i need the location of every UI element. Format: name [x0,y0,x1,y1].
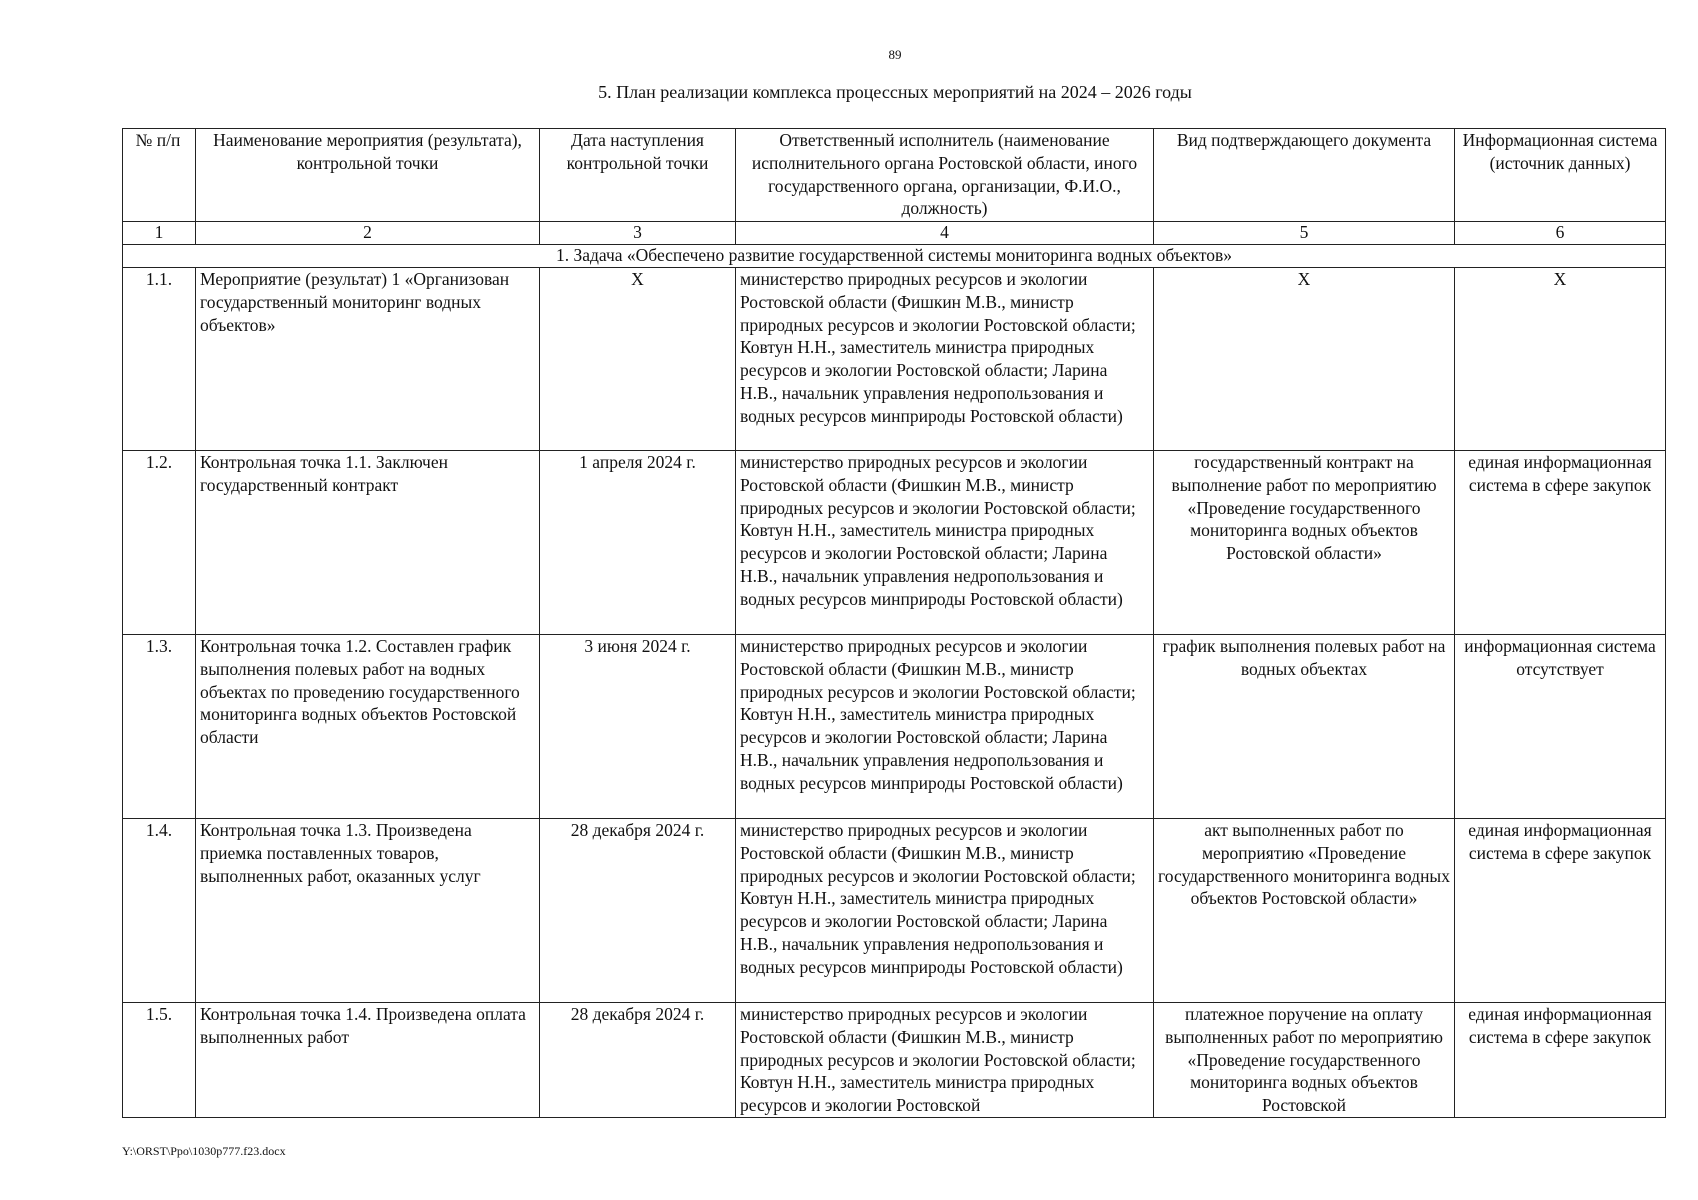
column-number: 6 [1455,222,1666,245]
task-heading: 1. Задача «Обеспечено развитие государственной системы мониторинга водных объектов» [123,245,1666,268]
column-number: 3 [540,222,736,245]
table-row [123,819,1666,1003]
file-path-footer: Y:\ORST\Ppo\1030p777.f23.docx [122,1144,286,1158]
row-document: государственный контракт на выполнение работ по мероприятию «Проведение государственного мониторинга водных объектов Ростовской области» [1154,451,1455,635]
row-date: X [540,268,736,451]
table-row [123,1003,1666,1118]
page-number: 89 [888,47,902,62]
row-date: 3 июня 2024 г. [540,635,736,819]
table-row [123,635,1666,819]
row-name: Контрольная точка 1.4. Произведена оплата выполненных работ [196,1003,540,1118]
row-system: единая информационная система в сфере закупок [1455,1003,1666,1118]
row-system: единая информационная система в сфере закупок [1455,451,1666,635]
row-executor: министерство природных ресурсов и экологии Ростовской области (Фишкин М.В., министр природных ресурсов и экологии Ростовской области; Ковтун Н.Н., заместитель министра природных ресурсов и экологии Ростовской области; Ларина Н.В., начальник управления недропользования и водных ресурсов минприроды Ростовской области) [736,635,1154,819]
task-row [123,245,1666,268]
row-system: информационная система отсутствует [1455,635,1666,819]
row-number: 1.3. [123,635,196,819]
row-number: 1.1. [123,268,196,451]
table-row [123,268,1666,451]
row-executor: министерство природных ресурсов и экологии Ростовской области (Фишкин М.В., министр природных ресурсов и экологии Ростовской области; Ковтун Н.Н., заместитель министра природных ресурсов и экологии Ростовской [736,1003,1154,1118]
row-number: 1.4. [123,819,196,1003]
row-system: X [1455,268,1666,451]
row-document: X [1154,268,1455,451]
header-system: Информационная система (источник данных) [1455,129,1666,222]
row-date: 28 декабря 2024 г. [540,819,736,1003]
header-name: Наименование мероприятия (результата), контрольной точки [196,129,540,222]
column-number: 2 [196,222,540,245]
row-executor: министерство природных ресурсов и экологии Ростовской области (Фишкин М.В., министр природных ресурсов и экологии Ростовской области; Ковтун Н.Н., заместитель министра природных ресурсов и экологии Ростовской области; Ларина Н.В., начальник управления недропользования и водных ресурсов минприроды Ростовской области) [736,819,1154,1003]
row-name: Контрольная точка 1.1. Заключен государственный контракт [196,451,540,635]
row-document: акт выполненных работ по мероприятию «Проведение государственного мониторинга водных объектов Ростовской области» [1154,819,1455,1003]
column-number: 5 [1154,222,1455,245]
row-date: 1 апреля 2024 г. [540,451,736,635]
document-title: 5. План реализации комплекса процессных мероприятий на 2024 – 2026 годы [598,82,1192,102]
header-date: Дата наступления контрольной точки [540,129,736,222]
header-document: Вид подтверждающего документа [1154,129,1455,222]
row-number: 1.2. [123,451,196,635]
column-number: 1 [123,222,196,245]
row-document: график выполнения полевых работ на водных объектах [1154,635,1455,819]
header-number: № п/п [123,129,196,222]
row-date: 28 декабря 2024 г. [540,1003,736,1118]
column-number-row [123,222,1666,245]
row-number: 1.5. [123,1003,196,1118]
table-row [123,451,1666,635]
row-name: Контрольная точка 1.3. Произведена приемка поставленных товаров, выполненных работ, оказанных услуг [196,819,540,1003]
row-executor: министерство природных ресурсов и экологии Ростовской области (Фишкин М.В., министр природных ресурсов и экологии Ростовской области; Ковтун Н.Н., заместитель министра природных ресурсов и экологии Ростовской области; Ларина Н.В., начальник управления недропользования и водных ресурсов минприроды Ростовской области) [736,268,1154,451]
column-number: 4 [736,222,1154,245]
header-row [123,129,1666,222]
row-document: платежное поручение на оплату выполненных работ по мероприятию «Проведение государственного мониторинга водных объектов Ростовской [1154,1003,1455,1118]
header-executor: Ответственный исполнитель (наименование исполнительного органа Ростовской области, иного государственного органа, организации, Ф.И.О., должность) [736,129,1154,222]
plan-table [122,128,1666,1118]
row-name: Мероприятие (результат) 1 «Организован государственный мониторинг водных объектов» [196,268,540,451]
row-executor: министерство природных ресурсов и экологии Ростовской области (Фишкин М.В., министр природных ресурсов и экологии Ростовской области; Ковтун Н.Н., заместитель министра природных ресурсов и экологии Ростовской области; Ларина Н.В., начальник управления недропользования и водных ресурсов минприроды Ростовской области) [736,451,1154,635]
row-name: Контрольная точка 1.2. Составлен график выполнения полевых работ на водных объектах по проведению государственного мониторинга водных объектов Ростовской области [196,635,540,819]
row-system: единая информационная система в сфере закупок [1455,819,1666,1003]
